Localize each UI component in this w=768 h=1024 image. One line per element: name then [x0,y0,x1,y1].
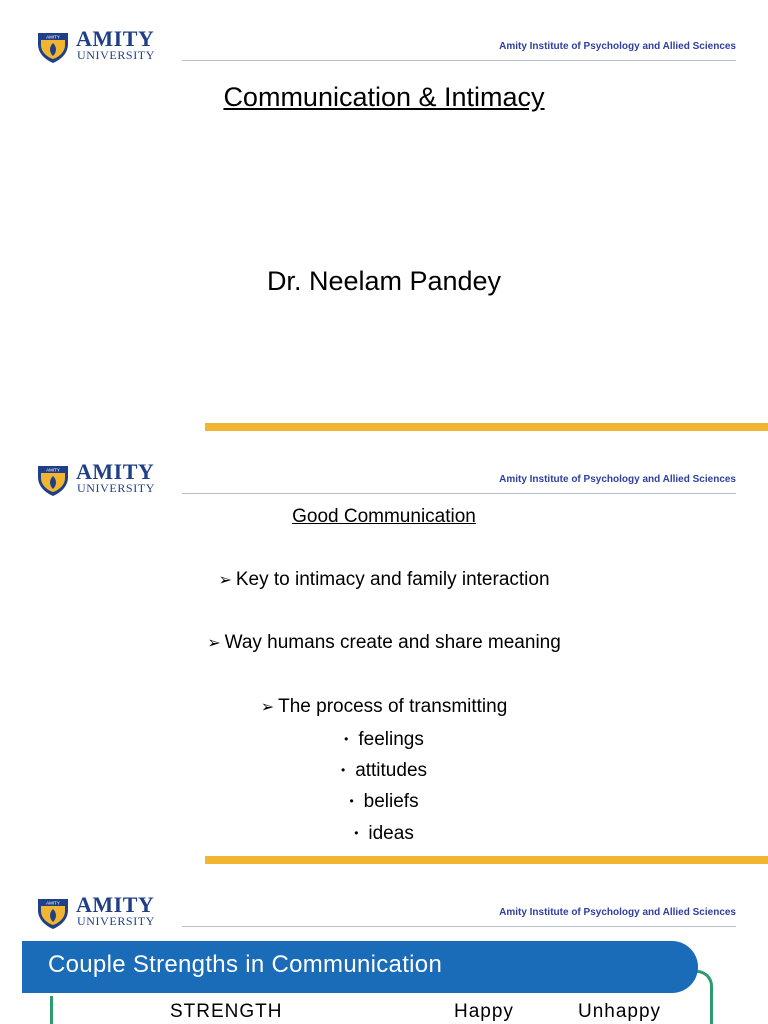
column-header-unhappy: Unhappy [578,1001,662,1022]
arrow-bullet-icon: ➢ [218,572,232,589]
header-divider [182,926,736,927]
list-item: ➢ The process of transmitting [260,696,508,717]
slide-3 [0,866,768,1024]
list-item: ➢ Way humans create and share meaning [207,632,561,653]
column-header-happy: Happy [454,1001,514,1022]
author-name: Dr. Neelam Pandey [266,266,502,296]
arrow-bullet-icon: ➢ [260,699,275,716]
banner-title: Couple Strengths in Communication [48,951,443,978]
footer-accent-bar [205,423,768,431]
column-header-strength: STRENGTH [170,1001,283,1022]
institute-name: Amity Institute of Psychology and Allied Sciences [499,41,736,52]
banner-frame-left [50,996,53,1024]
logo-name: AMITY [76,26,155,51]
slide-1 [0,0,768,433]
dot-bullet-icon: • [354,826,359,840]
amity-logo [36,461,176,501]
logo-subtitle: UNIVERSITY [77,481,155,495]
institute-name: Amity Institute of Psychology and Allied Sciences [499,907,736,918]
amity-logo [36,894,176,934]
slide-title: Communication & Intimacy [223,82,545,112]
svg-text:AMITY: AMITY [46,900,60,906]
shield-icon [36,30,70,64]
institute-name: Amity Institute of Psychology and Allied Sciences [499,474,736,485]
section-heading: Good Communication [292,506,476,527]
amity-logo [36,28,176,68]
list-item: ➢ Key to intimacy and family interaction [218,569,550,590]
shield-icon [36,463,70,497]
footer-accent-bar [205,856,768,864]
svg-text:AMITY: AMITY [46,34,60,40]
header-divider [182,493,736,494]
section-banner [22,941,698,993]
dot-bullet-icon: • [349,794,354,808]
sub-list-item: • feelings [344,729,424,750]
logo-subtitle: UNIVERSITY [77,48,155,62]
slide-2 [0,433,768,866]
dot-bullet-icon: • [344,732,349,746]
logo-name: AMITY [76,459,155,484]
header-divider [182,60,736,61]
logo-name: AMITY [76,892,155,917]
shield-icon [36,896,70,930]
arrow-bullet-icon: ➢ [207,635,221,652]
sub-list-item: • ideas [354,823,414,844]
sub-list-item: • beliefs [349,791,419,812]
logo-subtitle: UNIVERSITY [77,914,155,928]
sub-list-item: • attitudes [340,760,428,781]
dot-bullet-icon: • [340,763,346,777]
svg-text:AMITY: AMITY [46,467,60,473]
